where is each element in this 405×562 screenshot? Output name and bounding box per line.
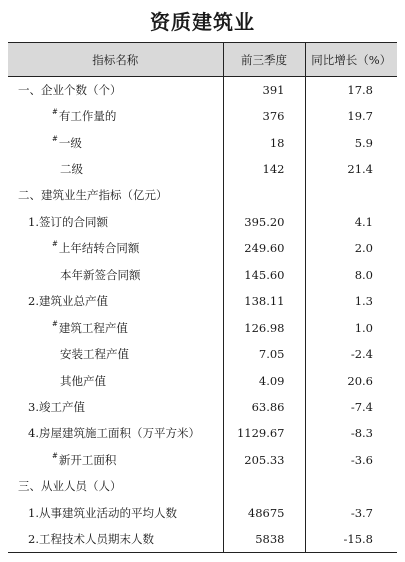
value-cell: 7.05 bbox=[223, 341, 305, 367]
growth-cell: 19.7 bbox=[305, 103, 397, 129]
row-label-cell bbox=[8, 156, 223, 182]
growth-cell: 20.6 bbox=[305, 367, 397, 393]
row-label-cell bbox=[8, 367, 223, 393]
growth-cell: 2.0 bbox=[305, 235, 397, 261]
table-row bbox=[8, 288, 397, 314]
value-cell: 376 bbox=[223, 103, 305, 129]
growth-cell: 17.8 bbox=[305, 77, 397, 103]
value-cell: 249.60 bbox=[223, 235, 305, 261]
row-label: 二级 bbox=[60, 162, 83, 177]
footnote-mark: # bbox=[52, 240, 58, 249]
row-label-cell bbox=[8, 420, 223, 446]
value-cell: 48675 bbox=[223, 500, 305, 526]
row-label-cell bbox=[8, 500, 223, 526]
table-row bbox=[8, 526, 397, 552]
table-row bbox=[8, 367, 397, 393]
table-row bbox=[8, 235, 397, 261]
value-cell: 138.11 bbox=[223, 288, 305, 314]
row-label: 本年新签合同额 bbox=[60, 267, 141, 282]
value-cell: 5838 bbox=[223, 526, 305, 552]
value-cell: 142 bbox=[223, 156, 305, 182]
value-cell: 63.86 bbox=[223, 394, 305, 420]
value-cell: 205.33 bbox=[223, 447, 305, 473]
value-cell: 126.98 bbox=[223, 314, 305, 340]
growth-cell: 1.0 bbox=[305, 314, 397, 340]
row-label: 建筑工程产值 bbox=[58, 320, 128, 335]
footnote-mark: # bbox=[52, 451, 58, 460]
growth-cell: -3.7 bbox=[305, 500, 397, 526]
value-cell: 4.09 bbox=[223, 367, 305, 393]
row-label: 2.工程技术人员期末人数 bbox=[28, 531, 154, 546]
table-row bbox=[8, 209, 397, 235]
row-label-cell bbox=[8, 447, 223, 473]
growth-cell: -15.8 bbox=[305, 526, 397, 552]
value-cell bbox=[223, 473, 305, 499]
statistics-table bbox=[8, 42, 397, 553]
row-label-cell bbox=[8, 182, 223, 208]
footnote-mark: # bbox=[52, 108, 58, 117]
row-label-cell bbox=[8, 314, 223, 340]
row-label: 3.竣工产值 bbox=[28, 399, 85, 414]
row-label: 上年结转合同额 bbox=[58, 241, 140, 256]
table-row bbox=[8, 473, 397, 499]
row-label-cell bbox=[8, 394, 223, 420]
value-cell: 18 bbox=[223, 129, 305, 155]
row-label-cell bbox=[8, 235, 223, 261]
growth-cell bbox=[305, 473, 397, 499]
table-row bbox=[8, 262, 397, 288]
header-yoy-growth: 同比增长（%） bbox=[305, 43, 397, 77]
table-row bbox=[8, 77, 397, 103]
row-label: 2.建筑业总产值 bbox=[28, 294, 108, 309]
value-cell: 1129.67 bbox=[223, 420, 305, 446]
value-cell bbox=[223, 182, 305, 208]
table-row bbox=[8, 447, 397, 473]
row-label: 三、从业人员（人） bbox=[18, 479, 122, 494]
row-label: 1.从事建筑业活动的平均人数 bbox=[28, 505, 177, 520]
header-first-three-quarters: 前三季度 bbox=[223, 43, 305, 77]
row-label: 一级 bbox=[58, 135, 82, 150]
value-cell: 145.60 bbox=[223, 262, 305, 288]
table-body bbox=[8, 77, 397, 553]
table-row bbox=[8, 341, 397, 367]
growth-cell: 4.1 bbox=[305, 209, 397, 235]
growth-cell: 1.3 bbox=[305, 288, 397, 314]
row-label: 安装工程产值 bbox=[60, 347, 129, 362]
row-label: 4.房屋建筑施工面积（万平方米） bbox=[28, 426, 200, 441]
table-row bbox=[8, 129, 397, 155]
value-cell: 391 bbox=[223, 77, 305, 103]
row-label-cell bbox=[8, 129, 223, 155]
row-label-cell bbox=[8, 473, 223, 499]
row-label: 有工作量的 bbox=[58, 109, 117, 124]
table-header bbox=[8, 43, 397, 77]
growth-cell: -8.3 bbox=[305, 420, 397, 446]
row-label: 新开工面积 bbox=[58, 452, 117, 467]
row-label-cell bbox=[8, 103, 223, 129]
row-label-cell bbox=[8, 209, 223, 235]
table-row bbox=[8, 182, 397, 208]
table-row bbox=[8, 314, 397, 340]
value-cell: 395.20 bbox=[223, 209, 305, 235]
table-row bbox=[8, 156, 397, 182]
growth-cell: -7.4 bbox=[305, 394, 397, 420]
growth-cell: -3.6 bbox=[305, 447, 397, 473]
growth-cell: -2.4 bbox=[305, 341, 397, 367]
row-label: 二、建筑业生产指标（亿元） bbox=[18, 188, 168, 203]
growth-cell: 8.0 bbox=[305, 262, 397, 288]
table-row bbox=[8, 420, 397, 446]
growth-cell: 21.4 bbox=[305, 156, 397, 182]
row-label-cell bbox=[8, 288, 223, 314]
footnote-mark: # bbox=[52, 319, 58, 328]
row-label: 1.签订的合同额 bbox=[28, 214, 108, 229]
table-row bbox=[8, 500, 397, 526]
row-label-cell bbox=[8, 262, 223, 288]
growth-cell bbox=[305, 182, 397, 208]
growth-cell: 5.9 bbox=[305, 129, 397, 155]
table-row bbox=[8, 103, 397, 129]
row-label-cell bbox=[8, 341, 223, 367]
row-label: 其他产值 bbox=[60, 373, 106, 388]
row-label: 一、企业个数（个） bbox=[18, 82, 122, 97]
row-label-cell bbox=[8, 77, 223, 103]
table-row bbox=[8, 394, 397, 420]
page-title: 资质建筑业 bbox=[150, 10, 255, 34]
header-indicator-name: 指标名称 bbox=[8, 43, 223, 77]
footnote-mark: # bbox=[52, 134, 58, 143]
row-label-cell bbox=[8, 526, 223, 552]
